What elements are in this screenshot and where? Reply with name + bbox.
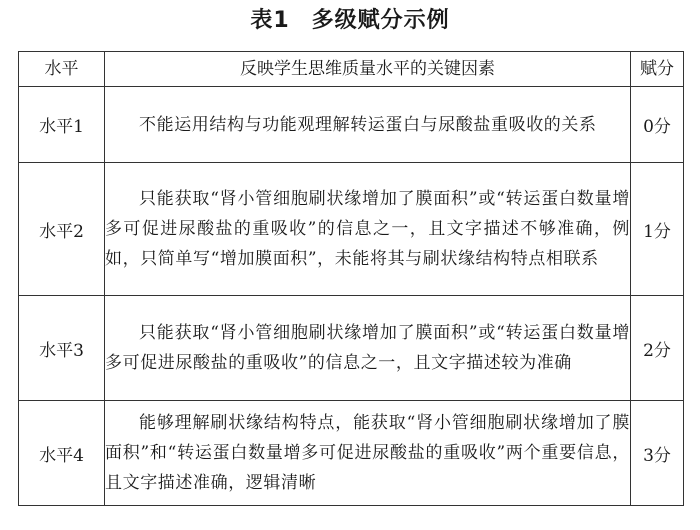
score-cell: 3分: [631, 401, 684, 506]
level-cell: 水平3: [19, 296, 105, 401]
table-number: 表1: [250, 8, 290, 33]
table-title: 多级赋分示例: [311, 8, 450, 33]
score-cell: 2分: [631, 296, 684, 401]
header-level: 水平: [19, 52, 105, 87]
factors-cell: 只能获取“肾小管细胞刷状缘增加了膜面积”或“转运蛋白数量增多可促进尿酸盐的重吸收”的信息之一，且文字描述较为准确: [105, 296, 631, 401]
table-caption: [0, 4, 700, 38]
level-cell: 水平2: [19, 163, 105, 296]
header-score: 赋分: [631, 52, 684, 87]
scoring-table: [18, 51, 684, 506]
score-cell: 0分: [631, 87, 684, 163]
table-header-row: [19, 52, 684, 87]
factors-cell: 能够理解刷状缘结构特点，能获取“肾小管细胞刷状缘增加了膜面积”和“转运蛋白数量增多可促进尿酸盐的重吸收”两个重要信息，且文字描述准确，逻辑清晰: [105, 401, 631, 506]
level-cell: 水平4: [19, 401, 105, 506]
factors-cell: 不能运用结构与功能观理解转运蛋白与尿酸盐重吸收的关系: [105, 87, 631, 163]
table-row: [19, 401, 684, 506]
table-row: [19, 87, 684, 163]
table-row: [19, 163, 684, 296]
table-row: [19, 296, 684, 401]
score-cell: 1分: [631, 163, 684, 296]
level-cell: 水平1: [19, 87, 105, 163]
header-factors: 反映学生思维质量水平的关键因素: [105, 52, 631, 87]
factors-cell: 只能获取“肾小管细胞刷状缘增加了膜面积”或“转运蛋白数量增多可促进尿酸盐的重吸收”的信息之一，且文字描述不够准确，例如，只简单写“增加膜面积”，未能将其与刷状缘结构特点相联系: [105, 163, 631, 296]
